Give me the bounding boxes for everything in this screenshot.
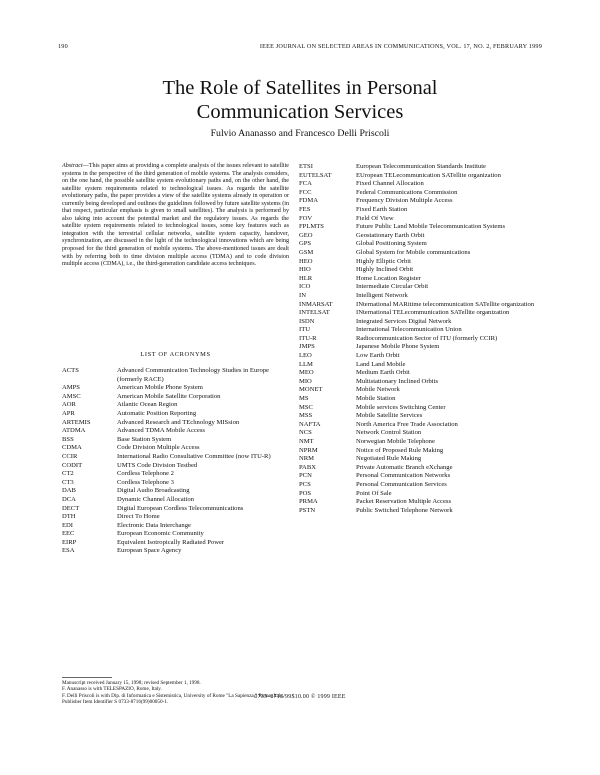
footnote-affiliation-2: F. Delli Priscoli is with Dip. di Informatica e Sistemistica, University of Rome "La Sapienza," Rome, Italy.	[62, 692, 284, 699]
acronym-row	[62, 479, 289, 488]
journal-name: IEEE JOURNAL ON SELECTED AREAS IN COMMUNICATIONS, VOL. 17, NO. 2, FEBRUARY 1999	[259, 43, 542, 50]
acronym-definition: Advanced TDMA Mobile Access	[117, 427, 205, 435]
acronym-abbr: NCS	[299, 429, 312, 437]
acronym-abbr: GPS	[299, 240, 312, 248]
acronym-abbr: NRM	[299, 455, 315, 463]
acronym-abbr: ITU-R	[299, 334, 317, 342]
acronym-definition: Multistationary Inclined Orbits	[356, 377, 439, 385]
acronym-definition: Base Station System	[117, 435, 172, 443]
abstract-text: —This paper aims at providing a complete analysis of the issues relevant to satellite systems in the perspective of the third generation of mobile systems. The analysis considers, on the one hand, the possible satellite system evolutionary paths and, on the other hand, the satellite system requirements related to technological issues. As regards the satellite evolutionary paths, the paper provides a view of the satellite systems already in operation or currently being developed and outlines the guidelines followed by future satellite systems (in that respect, particular emphasis is given to small satellites). The analysis is performed by also taking into account the potential market and the regulatory issues. As regards the satellite system requirements related to technological issues, some key features such as integration with the terrestrial cellular networks, satellite system capacity, handover, synchronization, are discussed in the light of the technological innovations which are being proposed for the third generation of mobile systems. The above-mentioned issues are dealt with by referring both to time division multiple access (TDMA) and to code division multiple access (CDMA), i.e., the third-generation candidate access techniques.	[62, 163, 289, 268]
acronym-row	[62, 419, 289, 428]
acronym-row	[62, 487, 289, 496]
acronym-row	[299, 447, 541, 456]
acronym-definition: Direct To Home	[117, 513, 160, 521]
footnote-pii: Publisher Item Identifier S 0733-8716(99)00050-1.	[62, 699, 169, 706]
acronym-definition: Notice of Proposed Rule Making	[356, 446, 444, 454]
acronym-abbr: POS	[299, 489, 312, 497]
acronym-definition: Land Land Mobile	[356, 360, 406, 368]
acronym-row	[62, 530, 289, 539]
acronym-row	[299, 412, 541, 421]
acronym-row	[299, 352, 541, 361]
acronym-row	[299, 283, 541, 292]
acronym-row	[62, 436, 289, 445]
acronym-row	[299, 275, 541, 284]
acronym-definition: Federal Communications Commission	[356, 188, 458, 196]
acronym-row	[299, 326, 541, 335]
acronym-row	[299, 507, 541, 516]
acronym-abbr: DAB	[62, 487, 76, 495]
acronym-row	[299, 455, 541, 464]
acronym-row	[62, 522, 289, 531]
acronym-abbr: HEO	[299, 257, 313, 265]
acronym-definition: Highly Elliptic Orbit	[356, 257, 411, 265]
acronym-definition: Code Division Multiple Access	[117, 444, 200, 452]
acronym-row	[62, 410, 289, 419]
acronym-definition: Advanced Communication Technology Studies in Europe (formerly RACE)	[117, 367, 269, 383]
acronym-abbr: NAFTA	[299, 420, 321, 428]
acronym-definition: Point Of Sale	[356, 489, 392, 497]
acronym-row	[62, 367, 289, 384]
acronym-definition: Global System for Mobile communications	[356, 248, 471, 256]
abstract	[62, 163, 289, 269]
acronym-definition: Japanese Mobile Phone System	[356, 343, 440, 351]
acronym-definition: Future Public Land Mobile Telecommunication Systems	[356, 223, 506, 231]
acronym-abbr: FCC	[299, 188, 312, 196]
acronym-row	[299, 335, 541, 344]
acronym-row	[299, 421, 541, 430]
acronym-definition: Private Automatic Branch eXchange	[356, 463, 453, 471]
acronym-row	[299, 429, 541, 438]
acronym-abbr: ITU	[299, 326, 310, 334]
acronym-abbr: FCA	[299, 180, 312, 188]
acronym-definition: Negotiated Rule Making	[356, 455, 422, 463]
acronym-abbr: ACTS	[62, 367, 79, 374]
acronym-abbr: CODIT	[62, 461, 83, 469]
acronym-row	[62, 444, 289, 453]
acronym-abbr: DCA	[62, 495, 76, 503]
acronym-abbr: INTELSAT	[299, 309, 330, 317]
acronym-list-left	[62, 367, 289, 556]
acronym-abbr: PCN	[299, 472, 312, 480]
acronym-definition: Fixed Earth Station	[356, 205, 408, 213]
copyright-code: 0733–8716/99$10.00 © 1999 IEEE	[254, 694, 346, 700]
acronym-abbr: MIO	[299, 377, 312, 385]
acronym-definition: Mobile services Switching Center	[356, 403, 446, 411]
acronym-abbr: FDMA	[299, 197, 319, 205]
acronym-row	[299, 258, 541, 267]
acronym-definition: UMTS Code Division Testbed	[117, 461, 198, 469]
acronym-definition: INternational TELecommunication SATellite organization	[356, 309, 510, 317]
acronym-definition: Mobile Network	[356, 386, 400, 394]
acronym-definition: Intermediate Circular Orbit	[356, 283, 429, 291]
acronym-definition: North America Free Trade Association	[356, 420, 458, 428]
acronym-abbr: FES	[299, 205, 311, 213]
acronym-definition: Digital European Cordless Telecommunications	[117, 504, 244, 512]
acronym-list-right	[299, 163, 541, 515]
acronym-abbr: HIO	[299, 266, 311, 274]
footnote-received: Manuscript received January 15, 1998; revised September 1, 1998.	[62, 680, 201, 686]
acronym-definition: International Telecommunication Union	[356, 326, 462, 334]
acronym-row	[299, 215, 541, 224]
acronym-definition: INternational MARitime telecommunication SATellite organization	[356, 300, 535, 308]
acronym-row	[299, 249, 541, 258]
acronym-abbr: CT2	[62, 470, 74, 478]
acronym-row	[299, 490, 541, 499]
acronym-definition: Personal Communication Networks	[356, 472, 451, 480]
acronym-abbr: IN	[299, 291, 306, 299]
acronym-row	[299, 163, 541, 172]
acronym-abbr: NMT	[299, 438, 314, 445]
acronym-row	[299, 395, 541, 404]
acronym-definition: Norwegian Mobile Telephone	[356, 438, 435, 445]
acronym-definition: International Radio Consultative Committee (now ITU-R)	[117, 452, 271, 460]
acronym-row	[299, 266, 541, 275]
acronym-row	[299, 309, 541, 318]
title-line-1: The Role of Satellites in Personal	[162, 77, 438, 99]
acronym-abbr: AMSC	[62, 392, 81, 400]
acronym-abbr: PSTN	[299, 506, 316, 514]
acronym-row	[299, 498, 541, 507]
title-line-2: Communication Services	[196, 101, 404, 123]
footnote	[62, 677, 289, 706]
acronym-abbr: MONET	[299, 386, 323, 394]
acronym-abbr: GSM	[299, 248, 314, 256]
acronym-definition: European Economic Community	[117, 530, 204, 538]
acronym-definition: Packet Reservation Multiple Access	[356, 498, 452, 506]
acronym-row	[62, 453, 289, 462]
acronym-row	[299, 301, 541, 310]
acronym-abbr: FPLMTS	[299, 223, 324, 231]
acronym-abbr: EUTELSAT	[299, 171, 332, 179]
acronym-abbr: ARTEMIS	[62, 418, 91, 426]
acronym-row	[299, 438, 541, 447]
acronym-abbr: PRMA	[299, 498, 318, 506]
acronym-definition: Low Earth Orbit	[356, 352, 400, 360]
acronym-abbr: CT3	[62, 478, 74, 486]
acronym-row	[299, 464, 541, 473]
acronym-definition: EUropean TELecommunication SATellite organization	[356, 171, 501, 179]
acronym-abbr: EIRP	[62, 538, 77, 546]
acronym-row	[299, 197, 541, 206]
acronym-row	[62, 427, 289, 436]
acronym-row	[299, 232, 541, 241]
acronym-row	[299, 180, 541, 189]
acronym-definition: Highly Inclined Orbit	[356, 266, 414, 274]
acronym-abbr: ESA	[62, 547, 75, 555]
acronym-definition: Public Switched Telephone Network	[356, 506, 453, 514]
acronym-definition: Global Positioning System	[356, 240, 427, 248]
authors: Fulvio Ananasso and Francesco Delli Priscoli	[210, 128, 390, 139]
acronym-row	[299, 343, 541, 352]
acronyms-heading: LIST OF ACRONYMS	[140, 351, 211, 358]
running-header	[58, 43, 542, 53]
acronym-row	[299, 404, 541, 413]
acronym-abbr: PABX	[299, 463, 316, 471]
acronym-definition: Mobile Satellite Services	[356, 412, 423, 420]
acronym-row	[62, 496, 289, 505]
acronym-row	[299, 378, 541, 387]
acronym-abbr: EDI	[62, 521, 73, 529]
page-number: 190	[58, 43, 68, 50]
acronym-row	[62, 547, 289, 556]
acronym-abbr: PCS	[299, 480, 311, 488]
acronym-row	[62, 401, 289, 410]
acronym-abbr: INMARSAT	[299, 300, 333, 308]
acronym-abbr: ISDN	[299, 317, 315, 325]
acronym-abbr: JMPS	[299, 343, 315, 351]
acronym-row	[62, 505, 289, 514]
acronym-definition: American Mobile Phone System	[117, 384, 203, 392]
acronym-abbr: DECT	[62, 504, 80, 512]
acronym-abbr: MSS	[299, 412, 313, 420]
acronym-definition: Cordless Telephone 2	[117, 470, 174, 478]
acronym-definition: European Space Agency	[117, 547, 182, 555]
acronym-row	[62, 393, 289, 402]
acronym-row	[299, 189, 541, 198]
acronym-row	[299, 292, 541, 301]
acronym-row	[299, 240, 541, 249]
footnote-affiliation-1: F. Ananasso is with TELESPAZIO, Rome, Italy.	[62, 686, 162, 693]
acronym-definition: Electronic Data Interchange	[117, 521, 191, 529]
acronym-row	[299, 172, 541, 181]
acronym-definition: Digital Audio Broadcasting	[117, 487, 190, 495]
acronym-row	[299, 206, 541, 215]
acronym-row	[299, 481, 541, 490]
acronym-row	[62, 513, 289, 522]
acronym-abbr: CDMA	[62, 444, 82, 452]
acronym-definition: Cordless Telephone 3	[117, 478, 174, 486]
acronym-row	[299, 369, 541, 378]
acronym-abbr: ICO	[299, 283, 311, 291]
acronym-definition: Advanced Research and TEchnology MISsion	[117, 418, 240, 426]
acronym-row	[62, 384, 289, 393]
acronym-definition: Frequency Division Multiple Access	[356, 197, 453, 205]
acronym-row	[299, 472, 541, 481]
acronym-abbr: MEO	[299, 369, 314, 377]
abstract-label: Abstract	[62, 163, 83, 169]
acronym-abbr: BSS	[62, 435, 74, 443]
acronym-definition: Personal Communication Services	[356, 480, 447, 488]
acronym-definition: Dynamic Channel Allocation	[117, 495, 194, 503]
acronym-row	[299, 361, 541, 370]
acronym-definition: Equivalent Isotropically Radiated Power	[117, 538, 225, 546]
footnote-rule	[62, 677, 112, 678]
acronym-row	[299, 223, 541, 232]
acronym-abbr: AMPS	[62, 384, 80, 392]
paper-title	[0, 76, 600, 124]
acronym-abbr: DTH	[62, 513, 76, 521]
acronym-definition: Automatic Position Reporting	[117, 409, 197, 417]
acronym-definition: Intelligent Network	[356, 291, 408, 299]
acronym-definition: Fixed Channel Allocation	[356, 180, 424, 188]
acronym-abbr: LEO	[299, 352, 312, 360]
acronym-definition: Integrated Services Digital Network	[356, 317, 452, 325]
acronym-abbr: EEC	[62, 530, 75, 538]
acronym-definition: Home Location Register	[356, 274, 421, 282]
acronym-abbr: NPRM	[299, 446, 318, 454]
acronym-abbr: LLM	[299, 360, 313, 368]
acronym-definition: Mobile Station	[356, 395, 396, 403]
acronym-definition: Geostationary Earth Orbit	[356, 231, 425, 239]
acronym-abbr: ETSI	[299, 163, 313, 170]
acronym-definition: American Mobile Satellite Corporation	[117, 392, 221, 400]
acronym-abbr: ATDMA	[62, 427, 86, 435]
acronym-definition: Atlantic Ocean Region	[117, 401, 178, 409]
acronym-row	[299, 386, 541, 395]
acronym-abbr: APR	[62, 409, 75, 417]
acronym-definition: European Telecommunication Standards Institute	[356, 163, 486, 170]
acronym-abbr: MS	[299, 395, 309, 403]
acronym-abbr: FOV	[299, 214, 313, 222]
acronym-row	[62, 539, 289, 548]
acronym-row	[62, 462, 289, 471]
acronym-definition: Network Control Station	[356, 429, 422, 437]
acronym-definition: Radiocommunication Sector of ITU (formerly CCIR)	[356, 334, 498, 342]
acronym-abbr: HLR	[299, 274, 313, 282]
acronym-definition: Field Of View	[356, 214, 394, 222]
acronym-row	[299, 318, 541, 327]
acronym-row	[62, 470, 289, 479]
acronym-definition: Medium Earth Orbit	[356, 369, 410, 377]
acronym-abbr: GEO	[299, 231, 313, 239]
acronym-abbr: AOR	[62, 401, 76, 409]
acronym-abbr: MSC	[299, 403, 313, 411]
acronym-abbr: CCIR	[62, 452, 78, 460]
